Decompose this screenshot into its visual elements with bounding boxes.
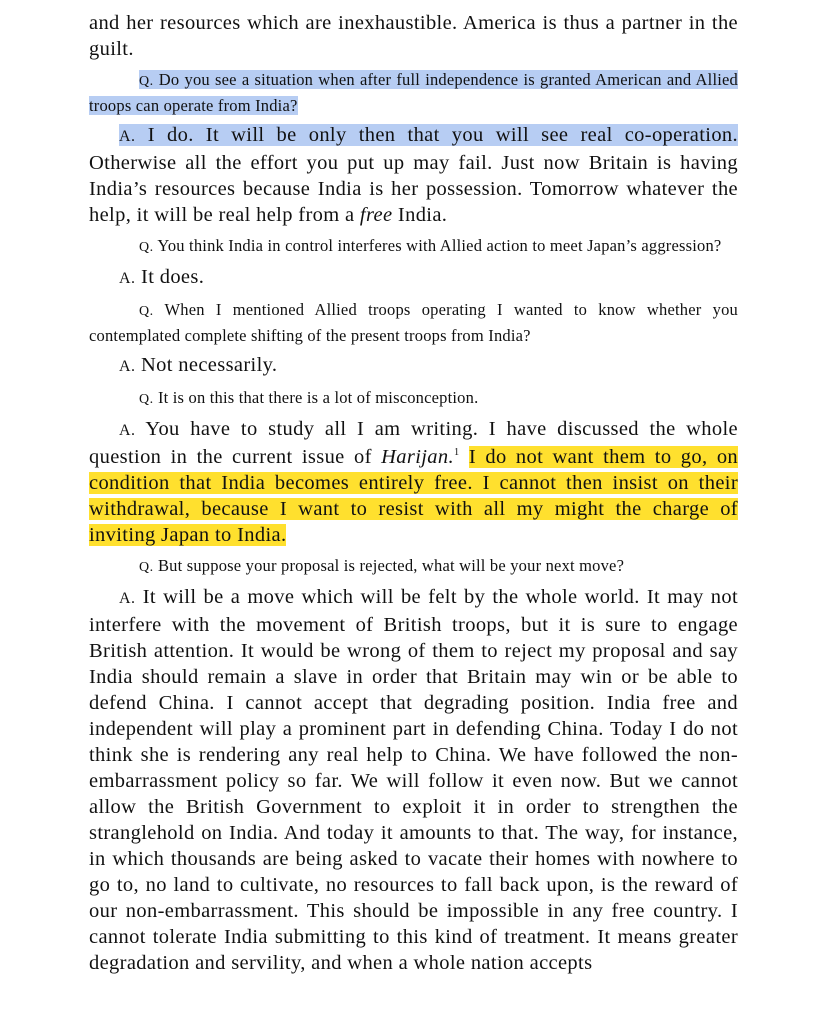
answer-4-highlight[interactable]: I do not want them to go, on condition that India becomes entirely free. I cannot then insist on their withdrawal, because I want to resist with all my might the charge of inviting Japan to India. <box>89 446 739 546</box>
question-2-marker: Q. <box>139 240 154 255</box>
answer-4-text-1: You have to study all I am writing. I have discussed the whole question in the current issue of <box>89 418 738 468</box>
question-2-text: You think India in control interferes with Allied action to meet Japan’s aggression? <box>157 236 722 255</box>
intro-paragraph <box>89 10 738 62</box>
question-1-highlight[interactable] <box>89 70 738 115</box>
answer-2-marker: A. <box>119 270 136 287</box>
question-4-marker: Q. <box>139 392 154 407</box>
question-3-marker: Q. <box>139 304 154 319</box>
question-4-text: It is on this that there is a lot of misconception. <box>157 388 479 407</box>
question-1-text: Do you see a situation when after full independence is granted American and Allied troops can operate from India? <box>89 70 739 115</box>
question-4 <box>89 386 738 412</box>
answer-4 <box>89 416 738 548</box>
answer-3-text: Not necessarily. <box>141 354 278 376</box>
answer-2 <box>89 264 738 292</box>
question-5-marker: Q. <box>139 560 154 575</box>
footnote-marker[interactable]: 1 <box>453 446 460 458</box>
question-2 <box>89 234 738 260</box>
question-5 <box>89 554 738 580</box>
question-3-text: When I mentioned Allied troops operating I wanted to know whether you contemplated complete shifting of the present troops from India? <box>89 300 738 345</box>
answer-3 <box>89 352 738 380</box>
answer-4-italic: Harijan. <box>381 446 454 468</box>
answer-4-marker: A. <box>119 422 136 439</box>
question-3 <box>89 298 738 348</box>
answer-2-text: It does. <box>141 266 205 288</box>
answer-1 <box>89 122 738 228</box>
answer-1-text-2: India. <box>397 204 448 226</box>
answer-1-highlight[interactable] <box>119 124 738 146</box>
question-5-text: But suppose your proposal is rejected, what will be your next move? <box>157 556 625 575</box>
answer-1-text-1: Otherwise all the effort you put up may fail. Just now Britain is having India’s resources because India is her possession. Tomorrow whatever the help, it will be real help from a <box>89 152 738 226</box>
question-1-marker: Q. <box>139 74 154 89</box>
answer-1-highlight-text: I do. It will be only then that you will see real co-operation. <box>147 124 739 146</box>
answer-3-marker: A. <box>119 358 136 375</box>
answer-5 <box>89 584 738 976</box>
intro-text: and her resources which are inexhaustible. America is thus a partner in the guilt. <box>89 12 738 60</box>
answer-5-marker: A. <box>119 590 136 607</box>
answer-1-marker: A. <box>119 128 136 145</box>
answer-5-text: It will be a move which will be felt by the whole world. It may not interfere with the movement of British troops, but it is sure to engage British attention. It would be wrong of them to reject my proposal and say India should remain a slave in order that Britain may win or be able to defend China. I cannot accept that degrading position. India free and independent will play a prominent part in defending China. Today I do not think she is rendering any real help to China. We have followed the non-embarrassment policy so far. We will follow it even now. But we cannot allow the British Government to exploit it in order to strengthen the stranglehold on India. And today it amounts to that. The way, for instance, in which thousands are being asked to vacate their homes with nowhere to go to, no land to cultivate, no resources to fall back upon, is the reward of our non-embarrassment. This should be impossible in any free country. I cannot tolerate India submitting to this kind of treatment. It means greater degradation and servility, and when a whole nation accepts <box>89 586 738 974</box>
question-1 <box>89 68 738 118</box>
answer-1-italic: free <box>359 204 393 226</box>
